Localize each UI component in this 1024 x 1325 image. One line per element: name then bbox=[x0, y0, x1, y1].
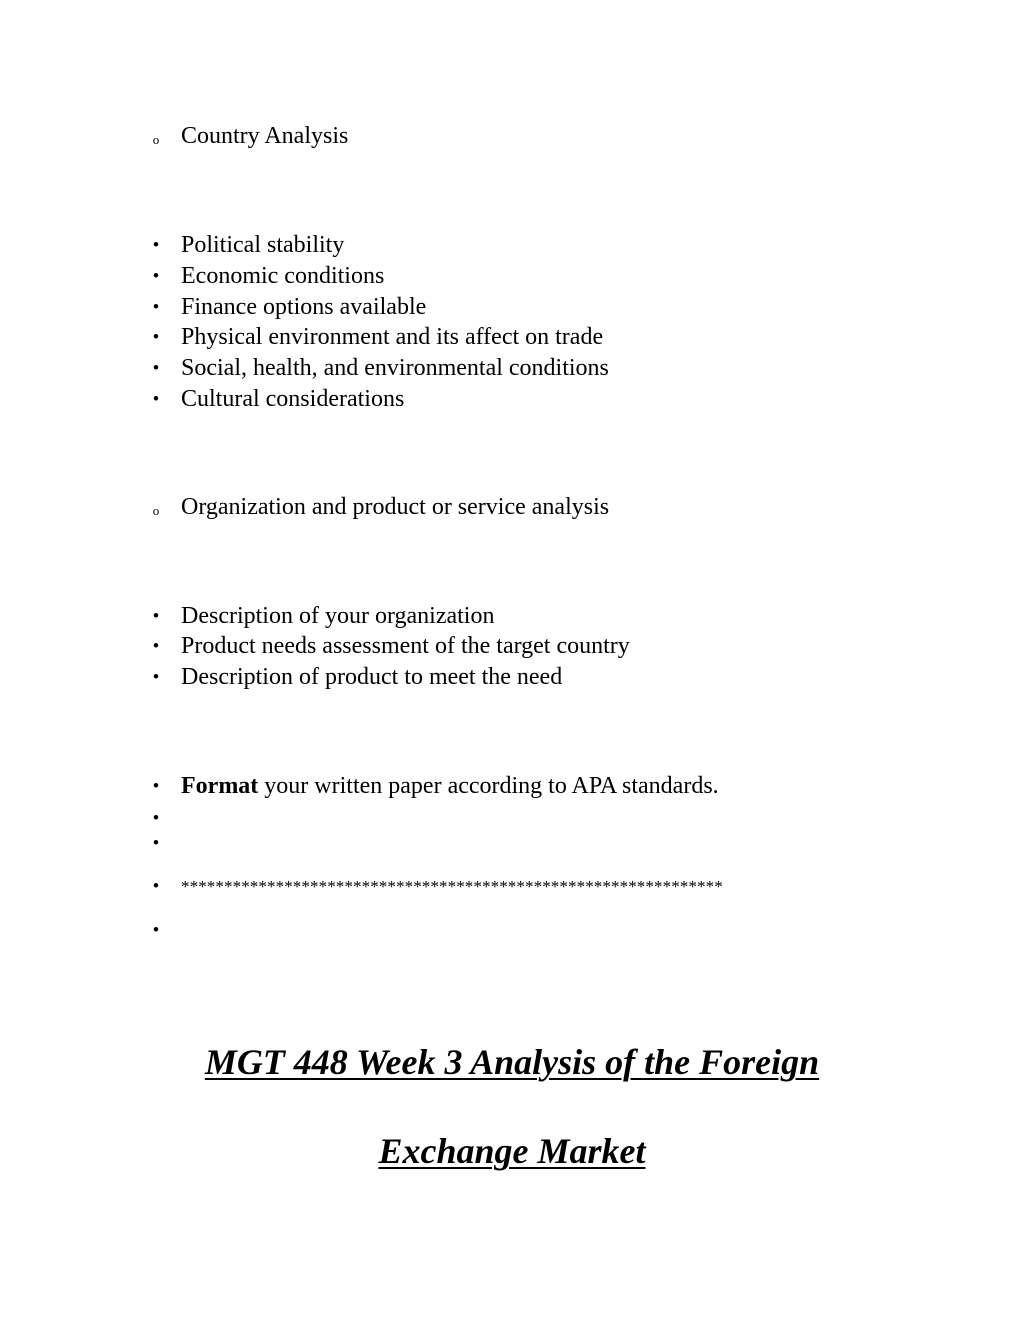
disc-bullet-icon: • bbox=[152, 833, 160, 854]
format-bold-label: Format bbox=[181, 773, 259, 799]
empty-list-item bbox=[0, 828, 1024, 859]
circle-bullet-icon: o bbox=[152, 132, 160, 147]
section-heading-organization-analysis: Organization and product or service analysis bbox=[181, 494, 610, 520]
list-item bbox=[0, 662, 1024, 693]
section-heading-country-analysis: Country Analysis bbox=[181, 123, 349, 149]
list-item-text: Physical environment and its affect on trade bbox=[181, 324, 604, 350]
list-item-text: Cultural considerations bbox=[181, 386, 405, 412]
list-item-text: Product needs assessment of the target country bbox=[181, 633, 630, 659]
list-item bbox=[0, 384, 1024, 415]
disc-bullet-icon: • bbox=[152, 327, 160, 348]
asterisk-separator: *************************************************************** bbox=[181, 877, 723, 896]
list-item bbox=[0, 261, 1024, 292]
list-item bbox=[0, 631, 1024, 662]
empty-list-item bbox=[0, 915, 1024, 946]
list-item-text: Finance options available bbox=[181, 294, 427, 320]
list-item-format bbox=[0, 771, 1024, 802]
list-item-text: Description of your organization bbox=[181, 603, 495, 629]
format-instruction-text: your written paper according to APA standards. bbox=[258, 773, 719, 799]
disc-bullet-icon: • bbox=[152, 358, 160, 379]
disc-bullet-icon: • bbox=[152, 776, 160, 797]
list-item-text: Social, health, and environmental conditions bbox=[181, 355, 609, 381]
list-item-text: Description of product to meet the need bbox=[181, 664, 563, 690]
disc-bullet-icon: • bbox=[152, 266, 160, 287]
disc-bullet-icon: • bbox=[152, 808, 160, 829]
sub-bullet-organization-analysis bbox=[0, 492, 1024, 523]
title-line-2: Exchange Market bbox=[378, 1131, 646, 1171]
list-item bbox=[0, 230, 1024, 261]
disc-bullet-icon: • bbox=[152, 876, 160, 897]
disc-bullet-icon: • bbox=[152, 389, 160, 410]
disc-bullet-icon: • bbox=[152, 636, 160, 657]
list-item-text: Political stability bbox=[181, 232, 345, 258]
list-item bbox=[0, 292, 1024, 323]
sub-bullet-country-analysis bbox=[0, 121, 1024, 152]
list-item bbox=[0, 601, 1024, 632]
disc-bullet-icon: • bbox=[152, 606, 160, 627]
list-item bbox=[0, 353, 1024, 384]
disc-bullet-icon: • bbox=[152, 235, 160, 256]
format-instruction bbox=[181, 771, 719, 802]
list-item bbox=[0, 322, 1024, 353]
title-line-1: MGT 448 Week 3 Analysis of the Foreign bbox=[204, 1042, 820, 1082]
list-item-text: Economic conditions bbox=[181, 263, 385, 289]
disc-bullet-icon: • bbox=[152, 297, 160, 318]
list-item-separator bbox=[0, 871, 1024, 902]
disc-bullet-icon: • bbox=[152, 920, 160, 941]
circle-bullet-icon: o bbox=[152, 503, 160, 518]
disc-bullet-icon: • bbox=[152, 667, 160, 688]
